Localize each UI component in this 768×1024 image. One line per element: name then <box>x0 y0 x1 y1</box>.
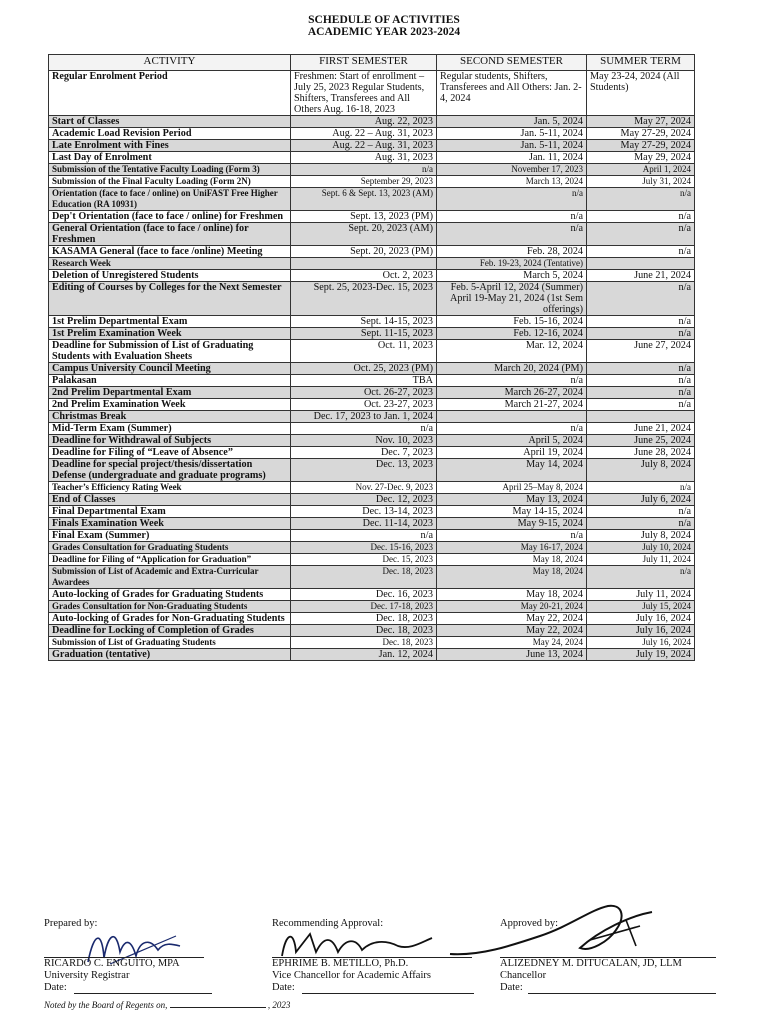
second-semester-cell: n/a <box>437 423 587 435</box>
summer-term-cell: May 23-24, 2024 (All Students) <box>587 71 695 116</box>
second-semester-cell: March 20, 2024 (PM) <box>437 363 587 375</box>
activity-cell: 1st Prelim Examination Week <box>49 328 291 340</box>
activity-cell: Deadline for Submission of List of Graduating Students with Evaluation Sheets <box>49 340 291 363</box>
summer-term-cell: n/a <box>587 282 695 316</box>
table-row <box>49 566 695 589</box>
activity-cell: Final Departmental Exam <box>49 506 291 518</box>
summer-term-cell: n/a <box>587 482 695 494</box>
second-semester-cell: Feb. 12-16, 2024 <box>437 328 587 340</box>
table-row <box>49 71 695 116</box>
activity-cell: General Orientation (face to face / online) for Freshmen <box>49 223 291 246</box>
recommending-signatory <box>272 958 431 994</box>
second-semester-cell: May 18, 2024 <box>437 554 587 566</box>
summer-term-cell: n/a <box>587 223 695 246</box>
table-row <box>49 316 695 328</box>
prepared-date-label: Date: <box>44 982 67 993</box>
table-row <box>49 152 695 164</box>
first-semester-cell: Nov. 10, 2023 <box>291 435 437 447</box>
summer-term-cell: n/a <box>587 375 695 387</box>
second-semester-cell: n/a <box>437 530 587 542</box>
second-semester-cell: n/a <box>437 375 587 387</box>
first-semester-cell: Dec. 17, 2023 to Jan. 1, 2024 <box>291 411 437 423</box>
table-row <box>49 176 695 188</box>
activity-cell: Grades Consultation for Graduating Students <box>49 542 291 554</box>
table-row <box>49 223 695 246</box>
table-row <box>49 518 695 530</box>
activity-cell: 2nd Prelim Examination Week <box>49 399 291 411</box>
summer-term-cell: July 16, 2024 <box>587 625 695 637</box>
second-semester-cell: May 18, 2024 <box>437 589 587 601</box>
approved-label: Approved by: <box>500 918 559 929</box>
second-semester-cell: March 26-27, 2024 <box>437 387 587 399</box>
summer-term-cell: July 31, 2024 <box>587 176 695 188</box>
activity-cell: Grades Consultation for Non-Graduating Students <box>49 601 291 613</box>
table-row <box>49 399 695 411</box>
first-semester-cell: Sept. 11-15, 2023 <box>291 328 437 340</box>
table-row <box>49 188 695 211</box>
first-semester-cell: Freshmen: Start of enrollment – July 25, 2023 Regular Students, Shifters, Transferees and All Others Aug. 16-18, 2023 <box>291 71 437 116</box>
second-semester-cell: Jan. 5, 2024 <box>437 116 587 128</box>
first-semester-cell: n/a <box>291 423 437 435</box>
table-row <box>49 387 695 399</box>
first-semester-cell: Aug. 31, 2023 <box>291 152 437 164</box>
first-semester-cell: Dec. 16, 2023 <box>291 589 437 601</box>
activity-cell: Deadline for Filing of “Application for Graduation” <box>49 554 291 566</box>
second-semester-cell: March 21-27, 2024 <box>437 399 587 411</box>
summer-term-cell: July 16, 2024 <box>587 613 695 625</box>
activity-cell: Submission of List of Academic and Extra-Curricular Awardees <box>49 566 291 589</box>
second-semester-cell: Feb. 28, 2024 <box>437 246 587 258</box>
first-semester-cell: Sept. 13, 2023 (PM) <box>291 211 437 223</box>
summer-term-cell <box>587 411 695 423</box>
first-semester-cell: Aug. 22, 2023 <box>291 116 437 128</box>
table-row <box>49 589 695 601</box>
summer-term-cell: June 25, 2024 <box>587 435 695 447</box>
first-semester-cell: Oct. 23-27, 2023 <box>291 399 437 411</box>
first-semester-cell: Oct. 2, 2023 <box>291 270 437 282</box>
activity-cell: Dep't Orientation (face to face / online) for Freshmen <box>49 211 291 223</box>
second-semester-cell: Jan. 5-11, 2024 <box>437 140 587 152</box>
first-semester-cell: Aug. 22 – Aug. 31, 2023 <box>291 140 437 152</box>
table-header-row <box>49 55 695 71</box>
activity-cell: Campus University Council Meeting <box>49 363 291 375</box>
second-semester-cell <box>437 411 587 423</box>
summer-term-cell: July 15, 2024 <box>587 601 695 613</box>
first-semester-cell: Dec. 13-14, 2023 <box>291 506 437 518</box>
summer-term-cell: July 10, 2024 <box>587 542 695 554</box>
table-row <box>49 554 695 566</box>
second-semester-cell: Jan. 11, 2024 <box>437 152 587 164</box>
column-header-first-semester: FIRST SEMESTER <box>291 55 437 71</box>
recommending-title: Vice Chancellor for Academic Affairs <box>272 970 431 981</box>
table-row <box>49 637 695 649</box>
summer-term-cell: June 27, 2024 <box>587 340 695 363</box>
second-semester-cell: April 19, 2024 <box>437 447 587 459</box>
prepared-date-line <box>74 993 212 994</box>
activity-cell: Teacher’s Efficiency Rating Week <box>49 482 291 494</box>
activity-cell: Last Day of Enrolment <box>49 152 291 164</box>
approved-signature <box>440 896 660 966</box>
table-row <box>49 435 695 447</box>
table-row <box>49 459 695 482</box>
second-semester-cell: May 24, 2024 <box>437 637 587 649</box>
summer-term-cell: n/a <box>587 211 695 223</box>
activity-cell: Submission of the Final Faculty Loading (Form 2N) <box>49 176 291 188</box>
summer-term-cell: July 8, 2024 <box>587 459 695 482</box>
activity-cell: Auto-locking of Grades for Non-Graduating Students <box>49 613 291 625</box>
column-header-activity: ACTIVITY <box>49 55 291 71</box>
second-semester-cell: May 13, 2024 <box>437 494 587 506</box>
activity-cell: Deadline for Locking of Completion of Grades <box>49 625 291 637</box>
table-row <box>49 625 695 637</box>
approved-name: ALIZEDNEY M. DITUCALAN, JD, LLM <box>500 958 682 969</box>
second-semester-cell: June 13, 2024 <box>437 649 587 661</box>
first-semester-cell: Sept. 20, 2023 (AM) <box>291 223 437 246</box>
prepared-signature-line <box>44 957 204 958</box>
table-row <box>49 482 695 494</box>
footer-note: Noted by the Board of Regents on, <box>44 1000 168 1010</box>
second-semester-cell: March 5, 2024 <box>437 270 587 282</box>
summer-term-cell: May 27-29, 2024 <box>587 140 695 152</box>
activity-cell: Palakasan <box>49 375 291 387</box>
second-semester-cell: April 25–May 8, 2024 <box>437 482 587 494</box>
recommending-date-label: Date: <box>272 982 295 993</box>
approved-date-line <box>528 993 716 994</box>
second-semester-cell: n/a <box>437 223 587 246</box>
approved-signatory <box>500 958 682 994</box>
summer-term-cell: n/a <box>587 246 695 258</box>
table-row <box>49 447 695 459</box>
activity-cell: Christmas Break <box>49 411 291 423</box>
summer-term-cell: n/a <box>587 506 695 518</box>
table-row <box>49 601 695 613</box>
first-semester-cell: Dec. 18, 2023 <box>291 637 437 649</box>
first-semester-cell: Dec. 7, 2023 <box>291 447 437 459</box>
second-semester-cell: November 17, 2023 <box>437 164 587 176</box>
approved-signature-line <box>500 957 716 958</box>
table-row <box>49 649 695 661</box>
second-semester-cell: Jan. 5-11, 2024 <box>437 128 587 140</box>
table-row <box>49 282 695 316</box>
summer-term-cell: n/a <box>587 566 695 589</box>
summer-term-cell: May 27-29, 2024 <box>587 128 695 140</box>
summer-term-cell: July 19, 2024 <box>587 649 695 661</box>
first-semester-cell: Dec. 18, 2023 <box>291 625 437 637</box>
activity-cell: Submission of the Tentative Faculty Loading (Form 3) <box>49 164 291 176</box>
first-semester-cell: Sept. 6 & Sept. 13, 2023 (AM) <box>291 188 437 211</box>
table-row <box>49 128 695 140</box>
second-semester-cell: May 22, 2024 <box>437 625 587 637</box>
column-header-second-semester: SECOND SEMESTER <box>437 55 587 71</box>
first-semester-cell: Dec. 18, 2023 <box>291 566 437 589</box>
second-semester-cell: May 18, 2024 <box>437 566 587 589</box>
summer-term-cell: July 11, 2024 <box>587 554 695 566</box>
activity-cell: Finals Examination Week <box>49 518 291 530</box>
activity-cell: Orientation (face to face / online) on UniFAST Free Higher Education (RA 10931) <box>49 188 291 211</box>
second-semester-cell: Mar. 12, 2024 <box>437 340 587 363</box>
table-row <box>49 270 695 282</box>
table-row <box>49 423 695 435</box>
activity-cell: Start of Classes <box>49 116 291 128</box>
first-semester-cell: Dec. 15, 2023 <box>291 554 437 566</box>
document-title <box>0 14 768 38</box>
approved-title: Chancellor <box>500 970 547 981</box>
first-semester-cell: Sept. 14-15, 2023 <box>291 316 437 328</box>
first-semester-cell: Oct. 11, 2023 <box>291 340 437 363</box>
first-semester-cell: Oct. 26-27, 2023 <box>291 387 437 399</box>
activity-cell: Research Week <box>49 258 291 270</box>
table-row <box>49 530 695 542</box>
summer-term-cell <box>587 258 695 270</box>
second-semester-cell: n/a <box>437 211 587 223</box>
recommending-date-line <box>302 993 474 994</box>
first-semester-cell: Dec. 15-16, 2023 <box>291 542 437 554</box>
summer-term-cell: n/a <box>587 363 695 375</box>
second-semester-cell: May 16-17, 2024 <box>437 542 587 554</box>
summer-term-cell: n/a <box>587 316 695 328</box>
second-semester-cell: Regular students, Shifters, Transferees and All Others: Jan. 2-4, 2024 <box>437 71 587 116</box>
summer-term-cell: July 8, 2024 <box>587 530 695 542</box>
table-row <box>49 140 695 152</box>
first-semester-cell: Sept. 25, 2023-Dec. 15, 2023 <box>291 282 437 316</box>
first-semester-cell: Sept. 20, 2023 (PM) <box>291 246 437 258</box>
first-semester-cell: n/a <box>291 164 437 176</box>
second-semester-cell: May 20-21, 2024 <box>437 601 587 613</box>
recommending-label: Recommending Approval: <box>272 918 384 929</box>
second-semester-cell: May 22, 2024 <box>437 613 587 625</box>
recommending-name: EPHRIME B. METILLO, Ph.D. <box>272 958 409 969</box>
summer-term-cell: June 28, 2024 <box>587 447 695 459</box>
table-row <box>49 613 695 625</box>
activity-cell: Auto-locking of Grades for Graduating Students <box>49 589 291 601</box>
first-semester-cell: Dec. 11-14, 2023 <box>291 518 437 530</box>
column-header-summer-term: SUMMER TERM <box>587 55 695 71</box>
table-row <box>49 246 695 258</box>
second-semester-cell: n/a <box>437 188 587 211</box>
activity-cell: Regular Enrolment Period <box>49 71 291 116</box>
second-semester-cell: May 14-15, 2024 <box>437 506 587 518</box>
second-semester-cell: Feb. 15-16, 2024 <box>437 316 587 328</box>
activity-cell: Editing of Courses by Colleges for the Next Semester <box>49 282 291 316</box>
table-row <box>49 411 695 423</box>
first-semester-cell: n/a <box>291 530 437 542</box>
first-semester-cell: Dec. 18, 2023 <box>291 613 437 625</box>
recommending-signature <box>276 922 436 962</box>
second-semester-cell: May 14, 2024 <box>437 459 587 482</box>
schedule-table <box>48 54 695 661</box>
activity-cell: Mid-Term Exam (Summer) <box>49 423 291 435</box>
activity-cell: Final Exam (Summer) <box>49 530 291 542</box>
table-row <box>49 211 695 223</box>
first-semester-cell: Dec. 12, 2023 <box>291 494 437 506</box>
table-row <box>49 363 695 375</box>
activity-cell: Deadline for special project/thesis/dissertation Defense (undergraduate and graduate programs) <box>49 459 291 482</box>
table-row <box>49 116 695 128</box>
first-semester-cell: Dec. 17-18, 2023 <box>291 601 437 613</box>
summer-term-cell: June 21, 2024 <box>587 423 695 435</box>
activity-cell: Deadline for Filing of “Leave of Absence” <box>49 447 291 459</box>
second-semester-cell: Feb. 5-April 12, 2024 (Summer) April 19-May 21, 2024 (1st Sem offerings) <box>437 282 587 316</box>
summer-term-cell: May 29, 2024 <box>587 152 695 164</box>
table-row <box>49 340 695 363</box>
first-semester-cell: Oct. 25, 2023 (PM) <box>291 363 437 375</box>
second-semester-cell: April 5, 2024 <box>437 435 587 447</box>
first-semester-cell: September 29, 2023 <box>291 176 437 188</box>
activity-cell: 2nd Prelim Departmental Exam <box>49 387 291 399</box>
activity-cell: Deletion of Unregistered Students <box>49 270 291 282</box>
summer-term-cell: July 11, 2024 <box>587 589 695 601</box>
summer-term-cell: July 16, 2024 <box>587 637 695 649</box>
summer-term-cell: July 6, 2024 <box>587 494 695 506</box>
approved-date-label: Date: <box>500 982 523 993</box>
table-row <box>49 258 695 270</box>
second-semester-cell: Feb. 19-23, 2024 (Tentative) <box>437 258 587 270</box>
second-semester-cell: May 9-15, 2024 <box>437 518 587 530</box>
summer-term-cell: June 21, 2024 <box>587 270 695 282</box>
summer-term-cell: April 1, 2024 <box>587 164 695 176</box>
table-row <box>49 506 695 518</box>
summer-term-cell: n/a <box>587 387 695 399</box>
footer-note-blank <box>170 1007 266 1008</box>
activity-cell: KASAMA General (face to face /online) Meeting <box>49 246 291 258</box>
table-row <box>49 164 695 176</box>
table-row <box>49 494 695 506</box>
table-row <box>49 375 695 387</box>
activity-cell: End of Classes <box>49 494 291 506</box>
activity-cell: Graduation (tentative) <box>49 649 291 661</box>
second-semester-cell: March 13, 2024 <box>437 176 587 188</box>
first-semester-cell: Aug. 22 – Aug. 31, 2023 <box>291 128 437 140</box>
page-subtitle: ACADEMIC YEAR 2023-2024 <box>307 26 461 38</box>
summer-term-cell: n/a <box>587 328 695 340</box>
summer-term-cell: n/a <box>587 518 695 530</box>
activity-cell: Submission of List of Graduating Students <box>49 637 291 649</box>
first-semester-cell <box>291 258 437 270</box>
activity-cell: Deadline for Withdrawal of Subjects <box>49 435 291 447</box>
first-semester-cell: Jan. 12, 2024 <box>291 649 437 661</box>
summer-term-cell: n/a <box>587 188 695 211</box>
prepared-name: RICARDO C. ENGUITO, MPA <box>44 958 180 969</box>
first-semester-cell: TBA <box>291 375 437 387</box>
page-title: SCHEDULE OF ACTIVITIES <box>308 14 460 26</box>
first-semester-cell: Dec. 13, 2023 <box>291 459 437 482</box>
table-row <box>49 542 695 554</box>
board-of-regents-note <box>44 999 290 1011</box>
summer-term-cell: n/a <box>587 399 695 411</box>
first-semester-cell: Nov. 27-Dec. 9, 2023 <box>291 482 437 494</box>
prepared-by-label: Prepared by: <box>44 918 98 929</box>
footer-year: , 2023 <box>267 1000 291 1010</box>
prepared-signatory <box>44 958 180 994</box>
summer-term-cell: May 27, 2024 <box>587 116 695 128</box>
activity-cell: Academic Load Revision Period <box>49 128 291 140</box>
table-row <box>49 328 695 340</box>
activity-cell: Late Enrolment with Fines <box>49 140 291 152</box>
activity-cell: 1st Prelim Departmental Exam <box>49 316 291 328</box>
prepared-title: University Registrar <box>44 970 130 981</box>
